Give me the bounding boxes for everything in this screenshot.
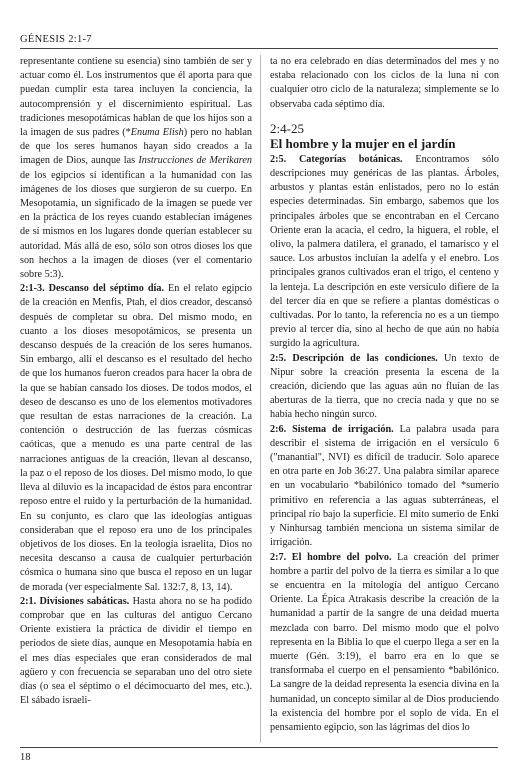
section-heading: 2:6. Sistema de irrigación. — [270, 423, 394, 435]
section-body: Un texto de Nipur sobre la creación presenta la escena de la creación, diciendo que las aguas aún no fluían de las aberturas de la tierra, que no crecía nada y que no se había hecho ningún surco. — [270, 352, 500, 421]
paragraph-text: representante contiene su esencia) sino también de ser y actuar como él. Los instrumentos que él aporta para que puedan cumplir esta tarea incluyen la conciencia, la autocomprensión y el discernimiento espiritual. Las tradiciones mesopotámicas hablan de que los hijos son a la imagen de sus padres (* — [20, 56, 252, 139]
header-rule — [20, 48, 498, 49]
passage-reference: 2:4-25 — [270, 120, 304, 136]
right-column — [270, 55, 499, 735]
section-condiciones — [270, 352, 499, 423]
section-heading: 2:1-3. Descanso del séptimo día. — [20, 283, 165, 295]
footer-rule — [20, 747, 498, 748]
section-body: En el relato egipcio de la creación en Menfis, Ptah, el dios creador, descansó después de completar su obra. Del mismo modo, en cuanto a los dioses mesopotámicos, se presenta un descanso después de la creación de los seres humanos. Sin embargo, allí el descanso es el resultado del hecho de que los humanos fueron creados para hacer la obra de la que se habían cansado los dioses. De todos modos, el deseo de descanso es uno de los elementos motivadores que resultan de estas narraciones de la creación. La contención o destrucción de las fuerzas cósmicas caóticas, que a menudo es una parte central de las narraciones antiguas de la creación, llevan al descanso, la paz o el reposo de los dioses. Del mismo modo, lo que lleva al diluvio es la incapacidad de éstos para encontrar reposo entre el ruido y la perturbación de la humanidad. En su conjunto, es claro que las ideologías antiguas consideraban que el reposo era uno de los principales objetivos de los dioses. En la teología israelita, Dios no necesita descanso a causa de cualquier perturbación cósmica o humana sino que busca el reposo en un lugar de morada (ver especialmente Sal. 132:7, 8, 13, 14). — [20, 283, 253, 593]
section-heading: 2:7. El hombre del polvo. — [270, 551, 392, 563]
section-heading: 2:5. Categorías botánicas. — [270, 153, 403, 165]
italic-title: Enuma Elish — [130, 127, 184, 139]
section-body: Hasta ahora no se ha podido comprobar que en las culturas del antiguo Cercano Oriente existiera la práctica de dividir el tiempo en períodos de siete días, aunque en Mesopotamia había en el mes días especiales que eran considerados de mal agüero y con frecuencia se separaban uno del otro siete días (o sea el séptimo o el décimocuarto del mes, etc.). El sábado israeli- — [20, 595, 252, 707]
passage-title: El hombre y la mujer en el jardín — [270, 135, 456, 151]
paragraph-text: ) pero no hablan de que los seres humanos hayan sido creados a la imagen de Dios, aunque las — [20, 127, 252, 167]
section-body: La creación del primer hombre a partir del polvo de la tierra es similar a lo que se encuentra en la mitología del antiguo Cercano Oriente. La Épica Atrakasis describe la creación de la humanidad a partir de la sangre de una deidad muerta mezclada con barro. Del mismo modo que el polvo representa en la Biblia lo que el cuerpo llega a ser en la muerte (Gén. 3:19), el barro era en lo que se transformaba el cuerpo en el pensamiento *babilónico. La sangre de la deidad representa la esencia divina en la humanidad, un concepto similar al de Dios produciendo la existencia del hombre por el soplo de vida. En el pensamiento egipcio, son las lágrimas del dios lo — [270, 551, 499, 733]
section-body: Encontramos sólo descripciones muy genéricas de las plantas. Árboles, arbustos y plantas están enlistados, pero no lo están especies determinadas. Sin embargo, sabemos que los principales árboles que se encontraban en el Cercano Oriente eran la acacia, el cedro, la higuera, el roble, el olivo, la palmera datilera, el granado, el tamarisco y el sauce. Los arbustos incluían la adelfa y el enebro. Los principales granos cultivados eran el trigo, el centeno y la lenteja. La descripción en este versículo difiere de la del tercer día en que se refiere a plantas domésticas o cultivadas. Por lo tanto, la referencia no es a un tiempo previo al tercer día, sino al hecho de que aún no había surgido la agricultura. — [270, 153, 499, 350]
section-descanso — [20, 282, 252, 594]
section-botanicas — [270, 153, 499, 352]
section-heading: 2:1. Divisiones sabáticas. — [20, 595, 130, 607]
section-heading: 2:5. Descripción de las condiciones. — [270, 352, 438, 364]
column-divider — [260, 55, 261, 743]
paragraph-sabado-cont: ta no era celebrado en días determinados del mes y no estaba relacionado con los ciclos de la luna ni con cualquier otro ciclo de la naturaleza; simplemente se lo observaba cada séptimo día. — [270, 56, 499, 110]
running-head: GÉNESIS 2:1-7 — [20, 34, 92, 45]
page-number: 18 — [20, 752, 31, 763]
section-hombre-polvo — [270, 551, 499, 736]
section-irrigacion — [270, 423, 499, 551]
paragraph-imagen — [20, 55, 252, 282]
paragraph-text: de los egipcios sí identifican a la humanidad con las imágenes de los dioses que surgieron de su cuerpo. En Mesopotamia, un significado de la imagen se puede ver en la práctica de los reyes cuando establecían imágenes de sí mismos en los lugares donde querían establecer su autoridad. Más allá de eso, sólo son otros dioses los que son hechos a la imagen de dioses (ver el comentario sobre 5:3). — [20, 169, 252, 281]
section-body: La palabra usada para describir el sistema de irrigación en el versículo 6 ("manantial", NVI) es difícil de traducir. Solo aparece en otra parte en Job 36:27. Una palabra similar aparece en un vocabulario *babilónico tomado del *sumerio primitivo en referencia a las aguas subterráneas, el principal río bajo la superficie. El mito sumerio de Enki y Ninhursag también menciona un sistema similar de irrigación. — [270, 423, 499, 549]
italic-title: Instrucciones de Merikaren — [138, 155, 252, 167]
section-divisiones — [20, 595, 252, 709]
left-column — [20, 55, 252, 708]
